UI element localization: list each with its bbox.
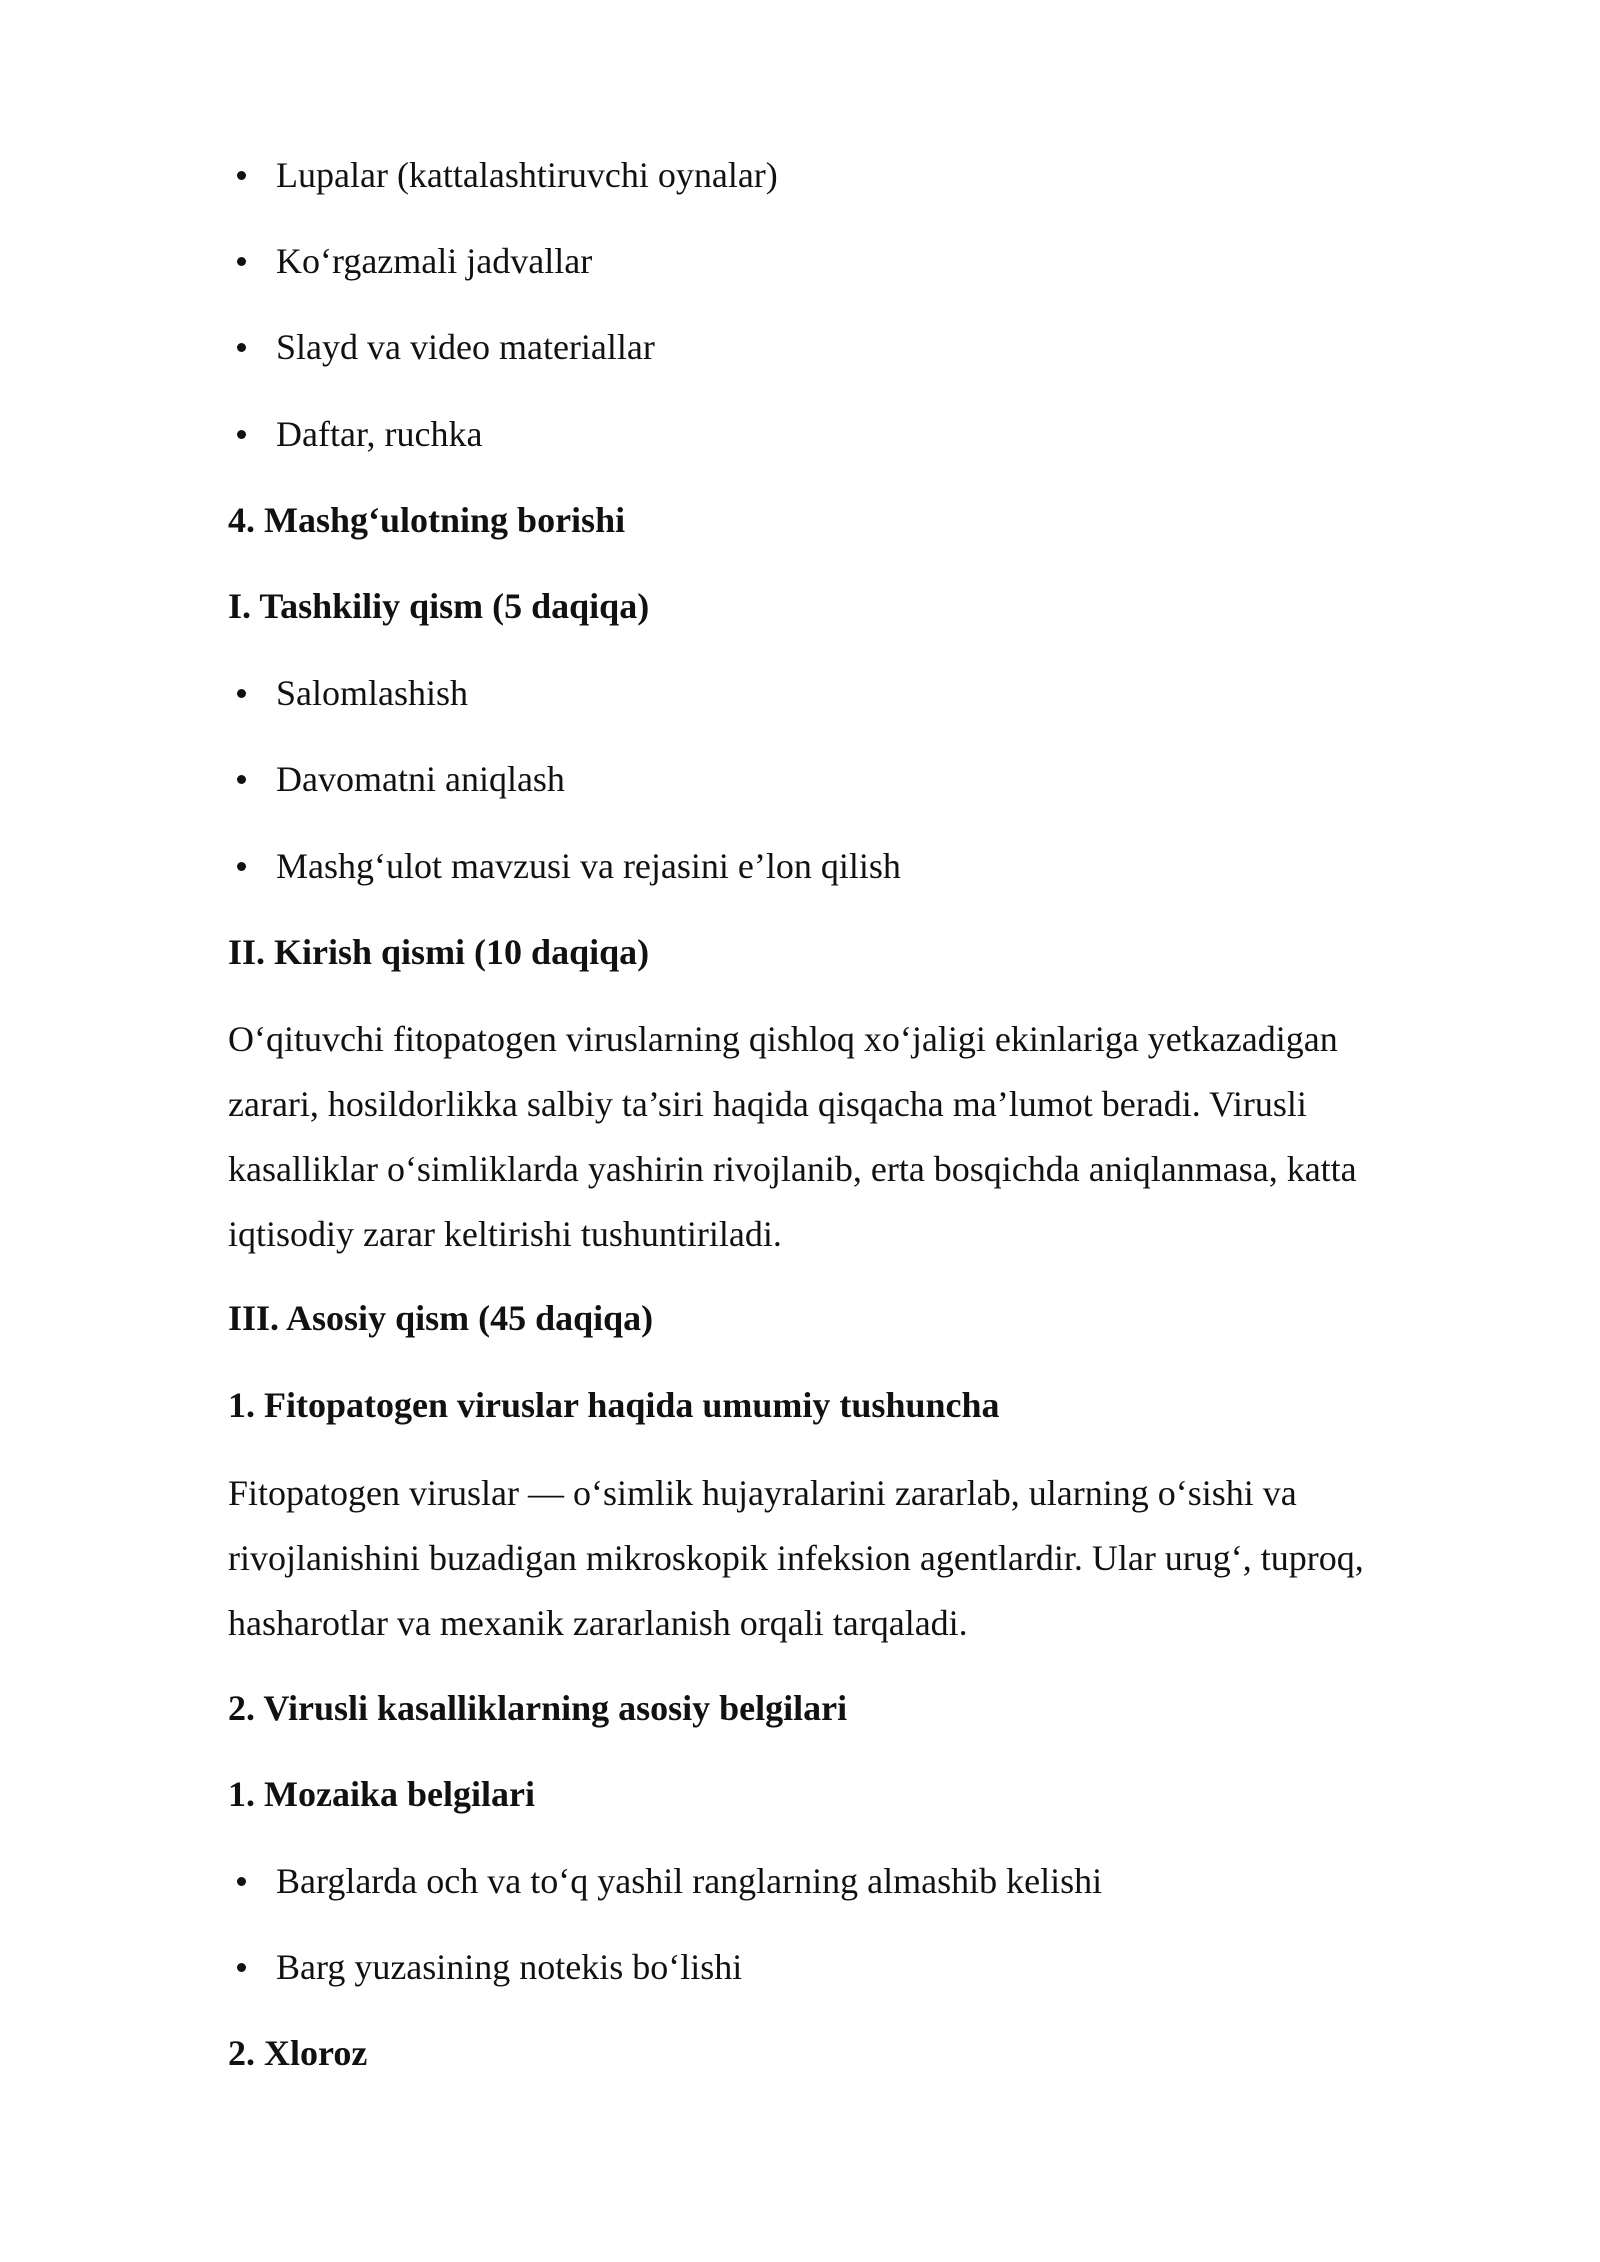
- paragraph-line: O‘qituvchi fitopatogen viruslarning qishloq xo‘jaligi ekinlariga yetkazadigan: [228, 1019, 1338, 1059]
- paragraph-line: zarari, hosildorlikka salbiy ta’siri haqida qisqacha ma’lumot beradi. Virusli: [228, 1084, 1307, 1124]
- section-heading: I. Tashkiliy qism (5 daqiqa): [228, 586, 650, 626]
- section-heading: 2. Virusli kasalliklarning asosiy belgilari: [228, 1688, 848, 1728]
- list-item: [276, 1860, 1102, 1902]
- bullet-icon: [237, 343, 246, 352]
- bullet-icon: [237, 775, 246, 784]
- list-item-text: Daftar, ruchka: [276, 414, 483, 454]
- list-item: [276, 758, 565, 800]
- paragraph-line: kasalliklar o‘simliklarda yashirin rivojlanib, erta bosqichda aniqlanmasa, katta: [228, 1149, 1357, 1189]
- paragraph-line: hasharotlar va mexanik zararlanish orqali tarqaladi.: [228, 1603, 968, 1643]
- paragraph-line: rivojlanishini buzadigan mikroskopik infeksion agentlardir. Ular urug‘, tuproq,: [228, 1538, 1364, 1578]
- list-item: [276, 845, 901, 887]
- paragraph-line: Fitopatogen viruslar — o‘simlik hujayralarini zararlab, ularning o‘sishi va: [228, 1473, 1297, 1513]
- list-item-text: Ko‘rgazmali jadvallar: [276, 241, 593, 281]
- paragraph-line: iqtisodiy zarar keltirishi tushuntiriladi.: [228, 1214, 782, 1254]
- section-heading: 1. Fitopatogen viruslar haqida umumiy tushuncha: [228, 1385, 1000, 1425]
- bullet-icon: [237, 171, 246, 180]
- bullet-icon: [237, 1877, 246, 1886]
- concept-paragraph: [228, 1461, 1458, 1656]
- list-item-text: Barglarda och va to‘q yashil ranglarning almashib kelishi: [276, 1861, 1103, 1901]
- list-item-text: Barg yuzasining notekis bo‘lishi: [276, 1947, 743, 1987]
- section-heading: 2. Xloroz: [228, 2033, 368, 2073]
- list-item: [276, 326, 655, 368]
- list-item: [276, 1946, 742, 1988]
- list-item-text: Salomlashish: [276, 673, 469, 713]
- list-item-text: Davomatni aniqlash: [276, 759, 565, 799]
- list-item-text: Lupalar (kattalashtiruvchi oynalar): [276, 155, 778, 195]
- bullet-icon: [237, 862, 246, 871]
- section-heading: 1. Mozaika belgilari: [228, 1774, 535, 1814]
- intro-paragraph: [228, 1007, 1458, 1267]
- list-item-text: Slayd va video materiallar: [276, 327, 655, 367]
- section-heading: 4. Mashg‘ulotning borishi: [228, 500, 626, 540]
- list-item: [276, 672, 468, 714]
- bullet-icon: [237, 430, 246, 439]
- bullet-icon: [237, 1963, 246, 1972]
- bullet-icon: [237, 689, 246, 698]
- list-item: [276, 413, 482, 455]
- list-item: [276, 240, 592, 282]
- bullet-icon: [237, 257, 246, 266]
- list-item: [276, 154, 778, 196]
- section-heading: III. Asosiy qism (45 daqiqa): [228, 1298, 654, 1338]
- section-heading: II. Kirish qismi (10 daqiqa): [228, 932, 650, 972]
- list-item-text: Mashg‘ulot mavzusi va rejasini e’lon qilish: [276, 846, 901, 886]
